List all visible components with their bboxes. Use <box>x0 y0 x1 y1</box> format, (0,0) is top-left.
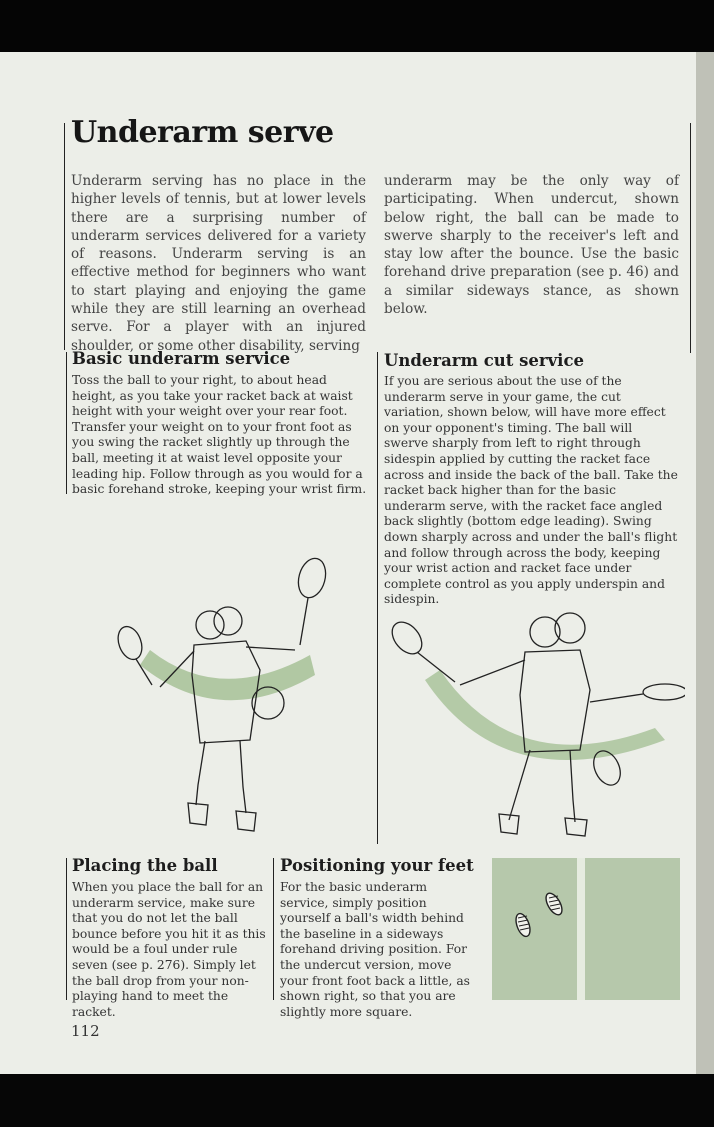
scan-bottom-border <box>0 1074 714 1127</box>
cut-heading: Underarm cut service <box>384 351 584 370</box>
basic-heading: Basic underarm service <box>72 349 291 368</box>
cut-serve-illustration <box>385 600 685 840</box>
feet-rule <box>273 858 274 1000</box>
cut-text: If you are serious about the use of the underarm serve in your game, the cut variation, shown below, will have more effect on your opponent's timing. The ball will swerve sharply from left to right through sidespin applied by cutting the racket face across and inside the back of the ball. Take the racket back higher than for the basic underarm serve, with the racket face angled back slightly (bottom edge leading). Swing down sharply across and under the ball's flight and follow through across the body, keeping your wrist action and racket face under complete control as you apply underspin and sidespin. <box>384 374 678 607</box>
title-rule <box>64 123 65 350</box>
page-edge <box>696 52 714 1074</box>
placing-rule <box>66 858 67 1000</box>
right-margin-rule <box>690 123 691 353</box>
placing-heading: Placing the ball <box>72 856 218 875</box>
placing-text: When you place the ball for an underarm service, make sure that you do not let the ball bounce before you hit it as this would be a foul under rule seven (see p. 276). Simply let the ball drop from your non-playing hand to meet the racket. <box>72 880 266 1019</box>
page-title: Underarm serve <box>71 115 334 150</box>
intro-left-column: Underarm serving has no place in the higher levels of tennis, but at lower levels there are a surprising number of underarm services delivered for a variety of reasons. Underarm serving is an effective method for beginners who want to start playing and enjoying the game while they are still learning an overhead serve. For a player with an injured shoulder, or some other disability, serving <box>71 173 366 354</box>
feet-heading: Positioning your feet <box>280 856 474 875</box>
column-rule-middle <box>377 352 378 844</box>
column-rule-left <box>66 352 67 494</box>
page-number: 112 <box>71 1022 100 1040</box>
basic-text: Toss the ball to your right, to about head height, as you take your racket back at waist height with your weight over your rear foot. Transfer your weight on to your front foot as you swing the racket slightly up through the ball, meeting it at waist level opposite your leading hip. Follow through as you would for a basic forehand stroke, keeping your wrist firm. <box>72 373 367 497</box>
feet-position-diagram <box>492 858 680 1000</box>
basic-serve-illustration <box>110 555 350 835</box>
feet-text: For the basic underarm service, simply position yourself a ball's width behind the baseline in a sideways forehand driving position. For the undercut version, move your front foot back a little, as shown right, so that you are slightly more square. <box>280 880 470 1019</box>
intro-right-column: underarm may be the only way of participating. When undercut, shown below right, the ball can be made to swerve sharply to the receiver's left and stay low after the bounce. Use the basic forehand drive preparation (see p. 46) and a similar sideways stance, as shown below. <box>384 173 679 318</box>
scan-top-border <box>0 0 714 52</box>
